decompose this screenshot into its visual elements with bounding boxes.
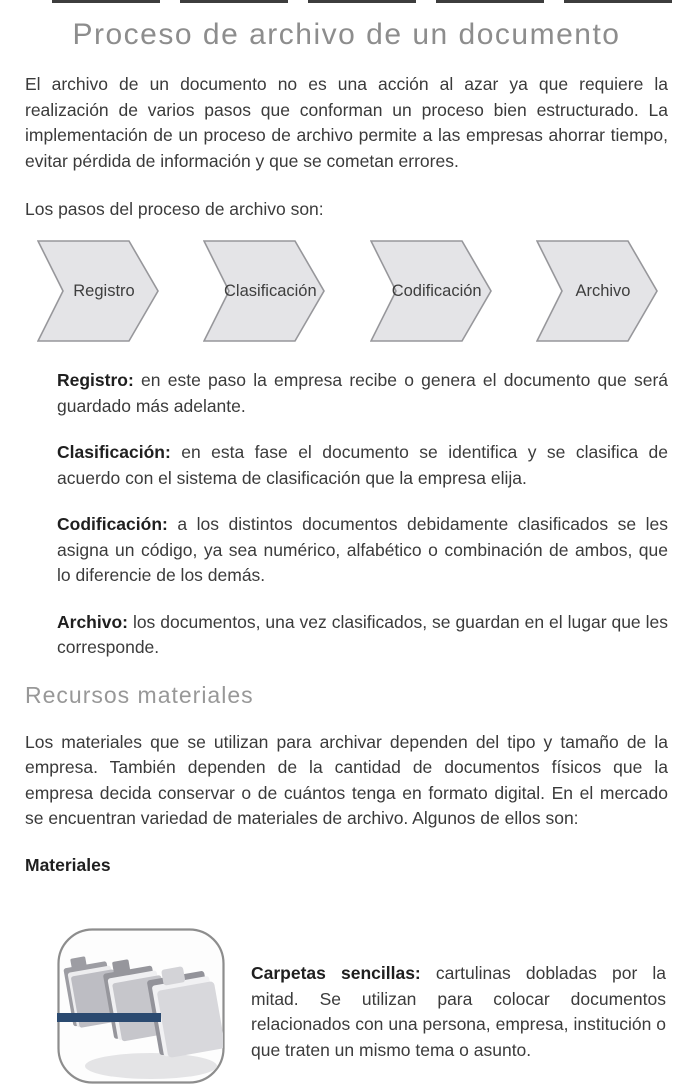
material-item-carpetas-sencillas (57, 928, 668, 1084)
chevron-label: Clasificación (224, 281, 317, 300)
chevron-step-clasificacion (203, 240, 325, 342)
definition-text: en este paso la empresa recibe o genera el documento que será guardado más adelante. (57, 370, 669, 416)
materials-paragraph: Los materiales que se utilizan para archivar dependen del tipo y tamaño de la empresa. También dependen de la cantidad de documentos físicos que la empresa decida conservar o de cuántos tenga en formato digital. En el mercado se encuentran variedad de materiales de archivo. Algunos de ellos son: (25, 731, 668, 828)
folders-photo-icon (57, 928, 225, 1084)
page-title: Proceso de archivo de un documento (72, 18, 621, 51)
chevron-label: Registro (73, 281, 135, 300)
material-text: cartulinas dobladas por la mitad. Se utilizan para colocar documentos relacionados con una persona, empresa, institución o que traten un mismo tema o asunto. (251, 963, 666, 1060)
chevron-step-codificacion (370, 240, 492, 342)
definition-text: a los distintos documentos debidamente clasificados se les asigna un código, ya sea numérico, alfabético o combinación de ambos, que lo diferencie de los demás. (57, 514, 669, 585)
definition-term: Archivo: (57, 611, 128, 632)
chevron-step-archivo (536, 240, 658, 342)
steps-lead-text: Los pasos del proceso de archivo son: (25, 199, 324, 219)
intro-paragraph: El archivo de un documento no es una acción al azar ya que requiere la realización de varios pasos que conforman un proceso bien estructurado. La implementación de un proceso de archivo permite a las empresas ahorrar tiempo, evitar pérdida de información y que se cometan errores. (25, 74, 668, 171)
definition-term: Registro: (57, 370, 134, 390)
folders-photo (57, 928, 225, 1084)
definition-text: en esta fase el documento se identifica y se clasifica de acuerdo con el sistema de clasificación que la empresa elija. (57, 442, 668, 488)
section-heading-recursos-materiales: Recursos materiales (25, 681, 254, 708)
top-edge-cropped-fragment (52, 0, 690, 3)
definition-codificacion (57, 512, 668, 589)
definition-term: Clasificación: (57, 442, 171, 462)
chevron-label: Archivo (575, 281, 631, 300)
definition-registro (57, 368, 668, 419)
definition-term: Codificación: (57, 514, 168, 534)
chevron-step-registro (37, 240, 159, 342)
material-description (251, 945, 668, 1066)
bottom-edge-navy-bar-fragment (57, 1013, 161, 1022)
materials-label: Materiales (25, 854, 111, 875)
definition-clasificacion (57, 440, 668, 491)
definition-archivo (57, 610, 668, 661)
chevron-label: Codificación (391, 281, 482, 300)
process-diagram (37, 240, 658, 342)
definition-text: los documentos, una vez clasificados, se guardan en el lugar que les corresponde. (57, 611, 668, 657)
material-term: Carpetas sencillas: (251, 963, 421, 983)
